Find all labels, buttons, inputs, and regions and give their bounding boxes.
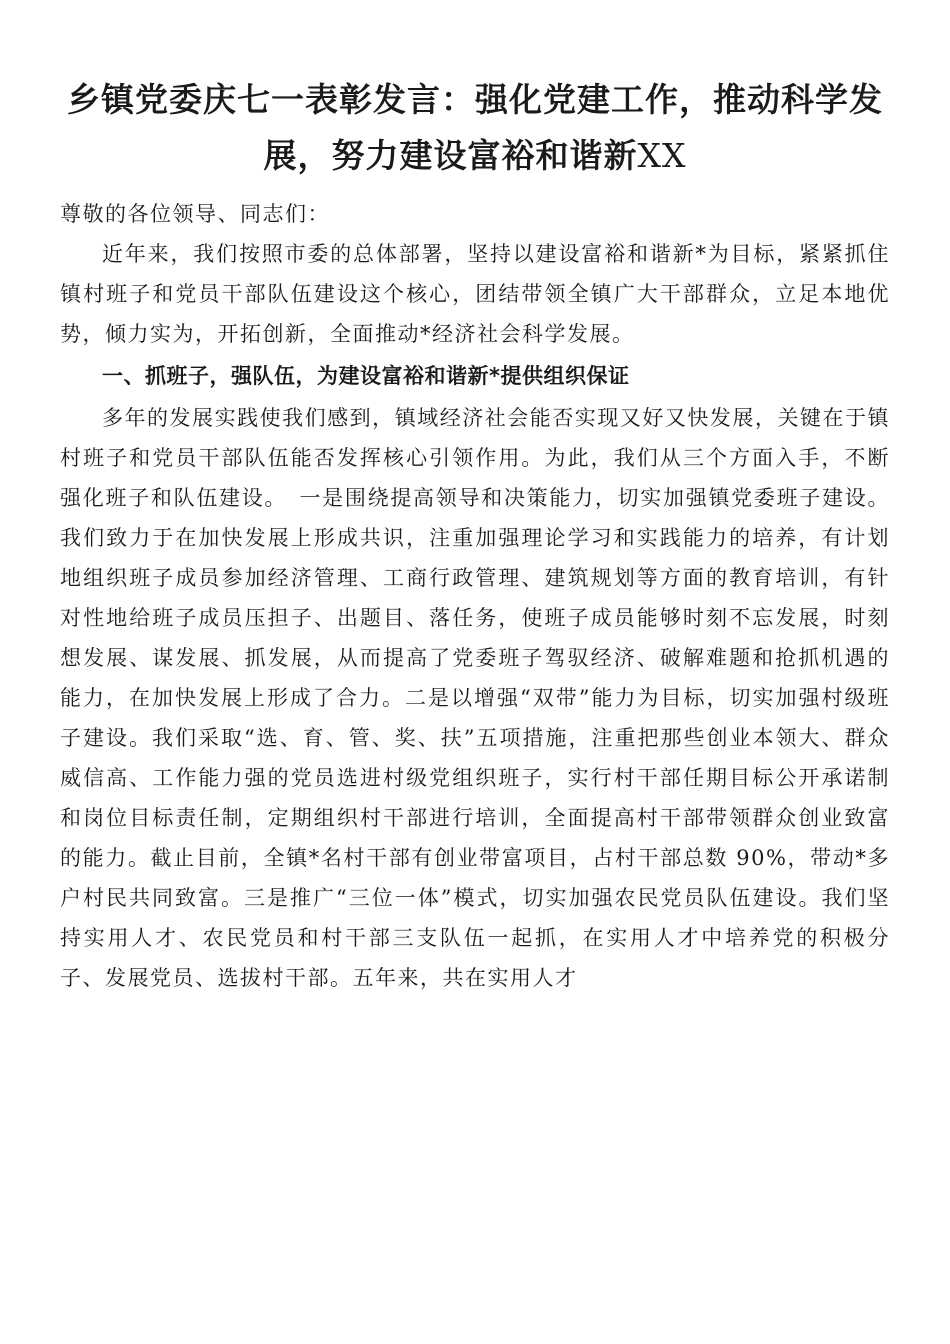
section-1-paragraph: 多年的发展实践使我们感到，镇域经济社会能否实现又好又快发展，关键在于镇村班子和党员干部队伍能否发挥核心引领作用。为此，我们从三个方面入手，不断强化班子和队伍建设。 一是围绕提高领导和决策能力，切实加强镇党委班子建设。我们致力于在加快发展上形成共识，注重加强理论学习和实践能力的培养，有计划地组织班子成员参加经济管理、工商行政管理、建筑规划等方面的教育培训，有针对性地给班子成员压担子、出题目、落任务，使班子成员能够时刻不忘发展，时刻想发展、谋发展、抓发展，从而提高了党委班子驾驭经济、破解难题和抢抓机遇的能力，在加快发展上形成了合力。二是以增强“双带”能力为目标，切实加强村级班子建设。我们采取“选、育、管、奖、扶”五项措施，注重把那些创业本领大、群众威信高、工作能力强的党员选进村级党组织班子，实行村干部任期目标公开承诺制和岗位目标责任制，定期组织村干部进行培训，全面提高村干部带领群众创业致富的能力。截止目前，全镇*名村干部有创业带富项目，占村干部总数 90%，带动*多户村民共同致富。三是推广“三位一体”模式，切实加强农民党员队伍建设。我们坚持实用人才、农民党员和村干部三支队伍一起抓，在实用人才中培养党的积极分子、发展党员、选拔村干部。五年来，共在实用人才 [60,406,890,990]
document-title [60,72,890,184]
section-1-heading: 一、抓班子，强队伍，为建设富裕和谐新*提供组织保证 [102,364,630,388]
title-suffix-text: XX [637,136,687,175]
document-page [60,72,890,998]
document-body [60,194,890,998]
intro-paragraph: 近年来，我们按照市委的总体部署，坚持以建设富裕和谐新*为目标，紧紧抓住镇村班子和党员干部队伍建设这个核心，团结带领全镇广大干部群众，立足本地优势，倾力实为，开拓创新，全面推动*经济社会科学发展。 [60,242,890,346]
salutation: 尊敬的各位领导、同志们： [60,202,330,226]
title-main-text: 乡镇党委庆七一表彰发言：强化党建工作，推动科学发展，努力建设富裕和谐新 [67,80,883,175]
